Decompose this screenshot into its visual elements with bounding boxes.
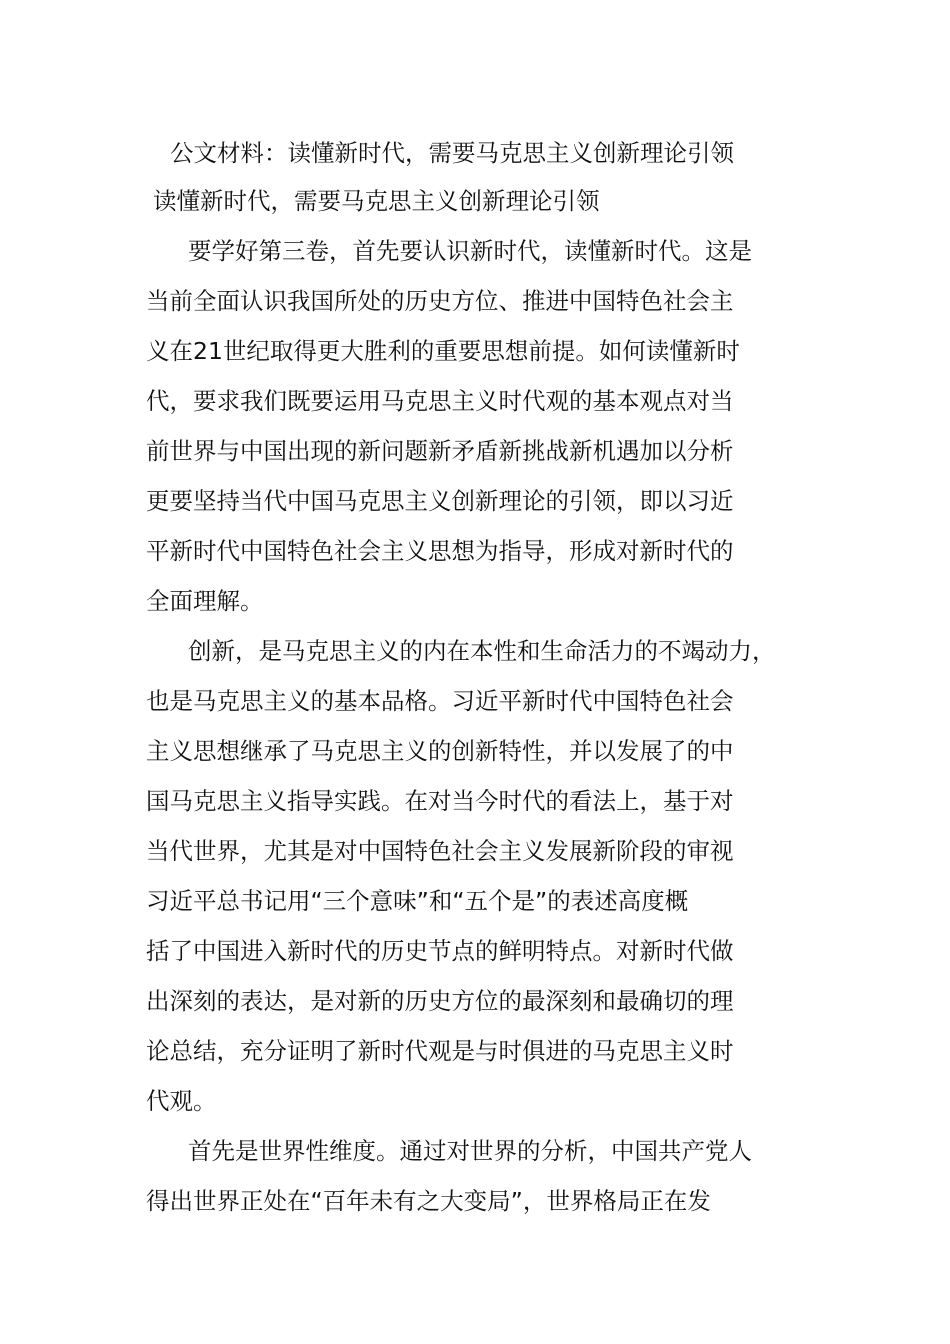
paragraph-2-line-2: 也是马克思主义的基本品格。习近平新时代中国特色社会 [146, 687, 734, 715]
paragraph-2-line-6: 习近平总书记用“三个意味”和“五个是”的表述高度概 [146, 887, 689, 915]
paragraph-1-line-3: 义在21世纪取得更大胜利的重要思想前提。如何读懂新时 [146, 337, 740, 365]
paragraph-1-line-4: 代，要求我们既要运用马克思主义时代观的基本观点对当 [146, 387, 734, 415]
paragraph-2-line-5: 当代世界，尤其是对中国特色社会主义发展新阶段的审视 [146, 837, 734, 865]
paragraph-2-line-4: 国马克思主义指导实践。在对当今时代的看法上，基于对 [146, 787, 734, 815]
paragraph-1-line-2: 当前全面认识我国所处的历史方位、推进中国特色社会主 [146, 287, 734, 315]
paragraph-1-line-7: 平新时代中国特色社会主义思想为指导，形成对新时代的 [146, 537, 734, 565]
paragraph-1-line-8: 全面理解。 [146, 587, 264, 615]
document-subtitle: 读懂新时代，需要马克思主义创新理论引领 [153, 187, 600, 215]
paragraph-2-line-9: 论总结，充分证明了新时代观是与时俱进的马克思主义时 [146, 1037, 734, 1065]
paragraph-3-line-2: 得出世界正处在“百年未有之大变局”，世界格局正在发 [146, 1187, 711, 1215]
paragraph-1-line-6: 更要坚持当代中国马克思主义创新理论的引领，即以习近 [146, 487, 734, 515]
paragraph-2-line-1: 创新，是马克思主义的内在本性和生命活力的不竭动力， [188, 637, 776, 665]
paragraph-2-line-8: 出深刻的表达，是对新的历史方位的最深刻和最确切的理 [146, 987, 734, 1015]
document-title: 公文材料：读懂新时代，需要马克思主义创新理论引领 [170, 139, 734, 167]
paragraph-2-line-3: 主义思想继承了马克思主义的创新特性，并以发展了的中 [146, 737, 734, 765]
paragraph-3-line-1: 首先是世界性维度。通过对世界的分析，中国共产党人 [188, 1137, 752, 1165]
paragraph-1-line-1: 要学好第三卷，首先要认识新时代，读懂新时代。这是 [188, 237, 752, 265]
paragraph-2-line-7: 括了中国进入新时代的历史节点的鲜明特点。对新时代做 [146, 937, 734, 965]
paragraph-1-line-5: 前世界与中国出现的新问题新矛盾新挑战新机遇加以分析 [146, 437, 734, 465]
paragraph-2-line-10: 代观。 [146, 1087, 217, 1115]
